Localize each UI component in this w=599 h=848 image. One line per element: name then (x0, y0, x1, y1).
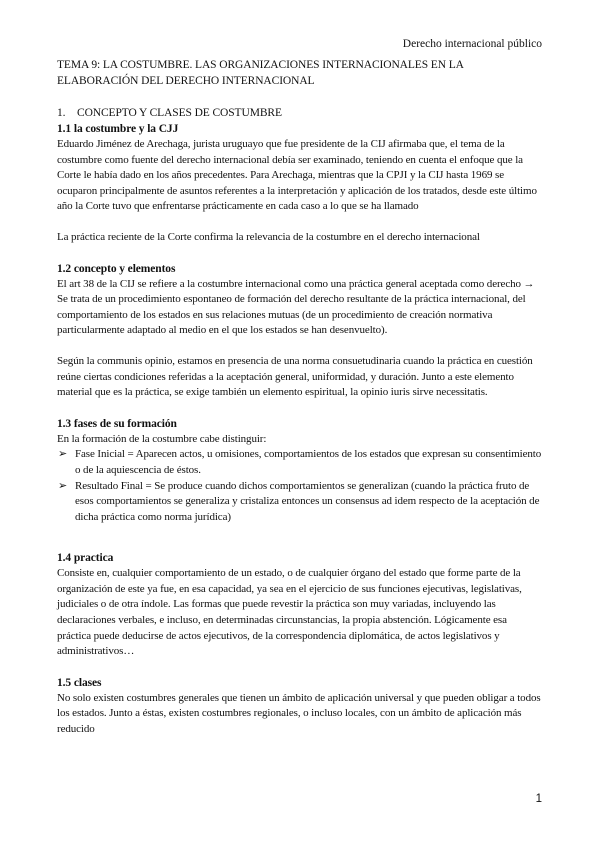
list-item (57, 447, 542, 478)
paragraph-1-2-a: El art 38 de la CIJ se refiere a la costumbre internacional como una práctica general aceptada como derecho → Se trata de un procedimiento espontaneo de formación del derecho resultante de la práctica internacional, del comportamiento de los estados en sus relaciones mutuas (de un procedimiento de creación normativa particularmente adaptado al medio en el que los estados se han desenvuelto). (57, 277, 535, 337)
section-heading-1 (57, 106, 542, 121)
page-content (57, 58, 542, 738)
list-item-text: Fase Inicial = Aparecen actos, u omisiones, comportamientos de los estados que expresan su consentimiento o de la aquiescencia de éstos. (75, 448, 542, 476)
arrow-bullet-icon: ➢ (58, 479, 68, 492)
running-header: Derecho internacional público (402, 38, 542, 50)
paragraph-1-3-intro: En la formación de la costumbre cabe distinguir: (57, 432, 267, 445)
paragraph-1-2-b: Según la communis opinio, estamos en presencia de una norma consuetudinaria cuando la práctica en cuestión reúne ciertas condiciones referidas a la aceptación general, uniformidad, y duración. Junto a este elemento material que es la práctica, se exige también un elemento espiritual, la opinio iuris sirve necessitatis. (57, 354, 533, 399)
arrow-bullet-icon: ➢ (58, 448, 68, 461)
subheading-1-5: 1.5 clases (57, 676, 102, 689)
subheading-1-1: 1.1 la costumbre y la CJJ (57, 123, 179, 135)
document-title: TEMA 9: LA COSTUMBRE. LAS ORGANIZACIONES INTERNACIONALES EN LA ELABORACIÓN DEL DERECHO INTERNACIONAL (57, 59, 464, 87)
section-title-text: CONCEPTO Y CLASES DE COSTUMBRE (77, 107, 282, 119)
paragraph-1-1-a: Eduardo Jiménez de Arechaga, jurista uruguayo que fue presidente de la CIJ afirmaba que, el tema de la costumbre como fuente del derecho internacional debía ser examinado, teniendo en cuenta el enfoque que la Corte le había dado en los años precedentes. Para Arechaga, mientras que la CPJI y la CIJ hasta 1969 se ocuparon principalmente de asuntos referentes a la interpretación y aplicación de los tratados, desde este último año la Corte tuvo que enfrentarse prácticamente en cada caso a lo que se ha llamado (57, 138, 537, 213)
paragraph-1-4-a: Consiste en, cualquier comportamiento de un estado, o de cualquier órgano del estado que forme parte de la organización de este ya fue, en esa capacidad, ya sea en el ejercicio de sus funciones ejecutivas, legislativas, judiciales o de otra índole. Las formas que puede revestir la práctica son muy variadas, incluyendo las declaraciones verbales, e incluso, en determinadas circunstancias, la propia abstención. Lógicamente esa práctica puede deducirse de actos ejecutivos, de la correspondencia diplomática, de actos legislativos y administrativos… (57, 567, 522, 658)
paragraph-1-5-a: No solo existen costumbres generales que tienen un ámbito de aplicación universal y que pueden obligar a todos los estados. Junto a éstas, existen costumbres regionales, o incluso locales, con un ámbito de aplicación más reducido (57, 691, 541, 736)
phases-list (57, 447, 542, 525)
list-item (57, 479, 542, 526)
page-number: 1 (535, 793, 542, 805)
subheading-1-2: 1.2 concepto y elementos (57, 262, 176, 275)
list-item-text: Resultado Final = Se produce cuando dichos comportamientos se generalizan (cuando la práctica fruto de esos comportamientos se generaliza y cristaliza entonces un consensus ad idem respecto de la aceptación de dicha práctica como norma jurídica) (75, 479, 540, 523)
subheading-1-3: 1.3 fases de su formación (57, 417, 177, 430)
paragraph-1-1-b: La práctica reciente de la Corte confirma la relevancia de la costumbre en el derecho internacional (57, 230, 480, 243)
section-number: 1. (57, 107, 66, 119)
subheading-1-4: 1.4 practica (57, 552, 114, 565)
